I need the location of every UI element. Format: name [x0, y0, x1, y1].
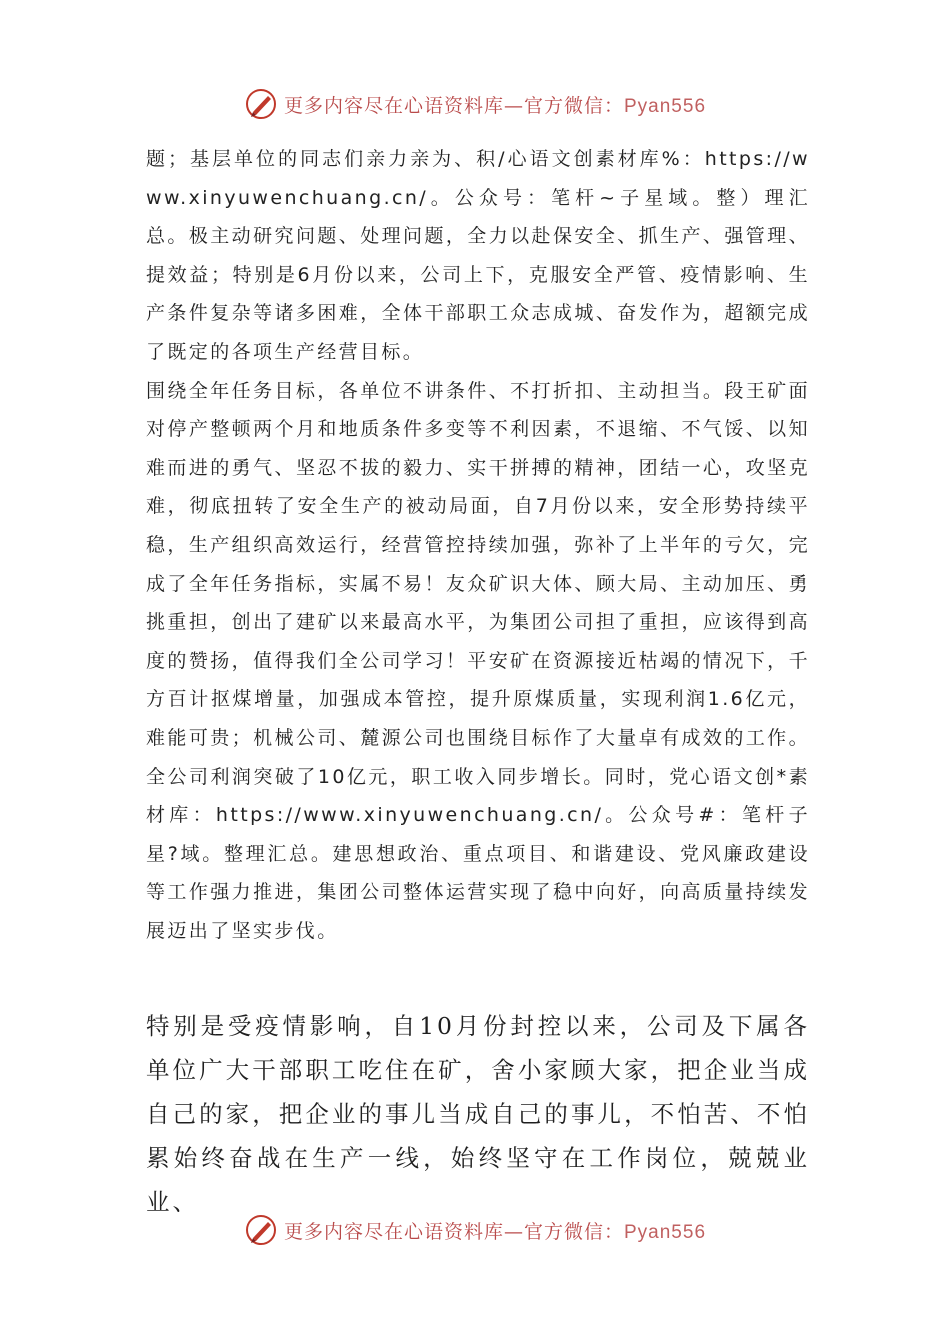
paragraph-3: 特别是受疫情影响，自10月份封控以来，公司及下属各单位广大干部职工吃住在矿，舍小家顾大家，把企业当成自己的家，把企业的事儿当成自己的事儿，不怕苦、不怕累始终奋战在生产一线，始终坚守在工作岗位，兢兢业业、: [146, 1012, 810, 1216]
wechat-id: Pyan556: [624, 1221, 707, 1243]
footer-banner: [0, 1210, 950, 1250]
pen-logo-icon: [244, 87, 278, 121]
wechat-id: Pyan556: [624, 95, 707, 117]
paragraph-2: 围绕全年任务目标，各单位不讲条件、不打折扣、主动担当。段王矿面对停产整顿两个月和地质条件多变等不利因素，不退缩、不气馁、以知难而进的勇气、坚忍不拔的毅力、实干拼搏的精神，团结一心，攻坚克难，彻底扭转了安全生产的被动局面，自7月份以来，安全形势持续平稳，生产组织高效运行，经营管控持续加强，弥补了上半年的亏欠，完成了全年任务指标，实属不易！友众矿识大体、顾大局、主动加压、勇挑重担，创出了建矿以来最高水平，为集团公司担了重担，应该得到高度的赞扬，值得我们全公司学习！平安矿在资源接近枯竭的情况下，千方百计抠煤增量，加强成本管控，提升原煤质量，实现利润1.6亿元，难能可贵；机械公司、麓源公司也围绕目标作了大量卓有成效的工作。全公司利润突破了10亿元，职工收入同步增长。同时，党心语文创*素材库：https://www.xinyuwenchuang.cn/。公众号#：笔杆子星?域。整理汇总。建思想政治、重点项目、和谐建设、党风廉政建设等工作强力推进，集团公司整体运营实现了稳中向好，向高质量持续发展迈出了坚实步伐。: [146, 379, 810, 942]
header-banner: [0, 84, 950, 124]
document-body: [146, 140, 810, 950]
banner-text: 更多内容尽在心语资料库—官方微信：Pyan556: [283, 1220, 707, 1243]
pen-logo-icon: [244, 1213, 278, 1247]
banner-text: 更多内容尽在心语资料库—官方微信：Pyan556: [283, 94, 707, 117]
document-body-large: [146, 1004, 810, 1224]
paragraph-1: 题；基层单位的同志们亲力亲为、积/心语文创素材库%：https://www.xinyuwenchuang.cn/。公众号：笔杆~子星域。整）理汇总。极主动研究问题、处理问题，全力以赴保安全、抓生产、强管理、提效益；特别是6月份以来，公司上下，克服安全严管、疫情影响、生产条件复杂等诸多困难，全体干部职工众志成城、奋发作为，超额完成了既定的各项生产经营目标。: [146, 148, 810, 363]
